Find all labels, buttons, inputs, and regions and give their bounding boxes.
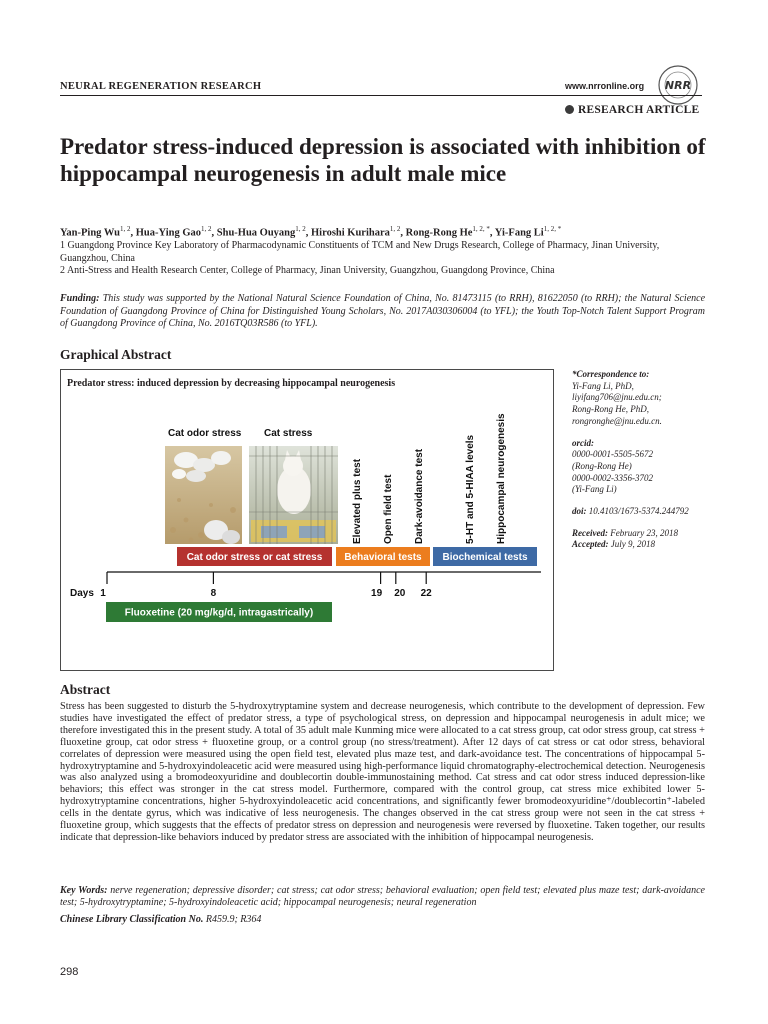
timeline-tick-label: 20 (394, 588, 406, 599)
correspondence-email-2[interactable]: rongronghe@jnu.edu.cn. (572, 415, 662, 426)
treatment-bar (106, 602, 332, 622)
graphical-abstract-figure (60, 369, 554, 671)
author-separator: , (130, 227, 136, 239)
author-list (60, 225, 710, 239)
keywords-text: nerve regeneration; depressive disorder; cat stress; cat odor stress; behavioral evaluation; open field test; elevated plus maze test; dark-avoidance test; 5-hydroxytryptamine; 5-hydroxyindoleacetic acid; hippocampal neurogenesis; neural regeneration (60, 885, 705, 908)
funding-text: This study was supported by the National Natural Science Foundation of China, No. 81473115 (to RRH), 81622050 (to RRH); the Natural Science Foundation of Guangdong Province of China for Distinguished Young Scholars, No. 2017A030306004 (to YFL); the Youth Top-Notch Talent Support Program of Guangdong Province of China, No. 2016TQ03R586 (to YFL). (60, 293, 706, 329)
article-type (565, 104, 699, 116)
timeline-tick-label: 19 (371, 588, 383, 599)
author-separator: , (489, 227, 495, 239)
article-title: Predator stress-induced depression is associated with inhibition of hippocampal neurogenesis in adult male mice (60, 134, 706, 186)
journal-name: NEURAL REGENERATION RESEARCH (60, 81, 262, 92)
sidebar (572, 369, 712, 551)
affiliation-1: 1 Guangdong Province Key Laboratory of Pharmacodynamic Constituents of TCM and New Drugs Research, College of Pharmacy, Jinan University, Guangzhou, China (60, 240, 660, 264)
abstract-heading: Abstract (60, 682, 111, 697)
timeline-tick-label: 1 (100, 588, 106, 599)
accepted-label: Accepted: (572, 539, 609, 550)
author-name: Yi-Fang Li (494, 227, 544, 239)
doi-label: doi: (572, 506, 587, 517)
accepted-date: July 9, 2018 (610, 539, 655, 550)
funding-label: Funding: (60, 293, 100, 304)
author-affiliation-marker: 1, 2 (201, 225, 212, 233)
label-open-field-test: Open field test (383, 474, 394, 544)
correspondence-label: *Correspondence to: (572, 369, 650, 379)
phase-bar-behavioral-label: Behavioral tests (344, 552, 422, 563)
bullet-icon (565, 105, 574, 114)
author-affiliation-marker: 1, 2, * (543, 225, 562, 233)
phase-bar-biochemical (433, 547, 537, 566)
received-date: February 23, 2018 (610, 527, 678, 538)
days-label: Days (70, 588, 94, 599)
journal-url-link[interactable]: www.nrronline.org (565, 81, 645, 91)
author-name: Shu-Hua Ouyang (216, 227, 296, 239)
author-separator: , (305, 227, 312, 239)
figure-title: Predator stress: induced depression by decreasing hippocampal neurogenesis (67, 378, 396, 389)
label-hippocampal-neurogenesis: Hippocampal neurogenesis (496, 413, 507, 544)
funding-statement (60, 293, 705, 331)
orcid-owner-1: (Rong-Rong He) (572, 460, 632, 471)
classification-label: Chinese Library Classification No. (60, 914, 204, 925)
logo-text: NRR (664, 79, 692, 92)
timeline-ticks (100, 572, 432, 599)
cat-odor-stress-photo (165, 446, 242, 544)
doi-value[interactable]: 10.4103/1673-5374.244792 (588, 506, 689, 517)
orcid-id-2[interactable]: 0000-0002-3356-3702 (572, 472, 653, 483)
correspondence-line-1: Yi-Fang Li, PhD, (572, 380, 634, 391)
author-name: Hiroshi Kurihara (311, 227, 390, 239)
author-separator: , (400, 227, 406, 239)
page-number: 298 (60, 966, 79, 978)
orcid-id-1[interactable]: 0000-0001-5505-5672 (572, 449, 653, 460)
author-name: Yan-Ping Wu (60, 227, 121, 239)
treatment-bar-label: Fluoxetine (20 mg/kg/d, intragastrically) (124, 607, 314, 619)
phase-bar-behavioral (336, 547, 430, 566)
received-label: Received: (572, 527, 608, 538)
label-dark-avoidance-test: Dark-avoidance test (414, 448, 425, 544)
graphical-abstract-diagram (61, 370, 555, 672)
cat-stress-photo (249, 446, 338, 544)
author-name: Rong-Rong He (405, 227, 473, 239)
journal-logo (657, 64, 699, 106)
label-elevated-plus-test: Elevated plus test (352, 458, 363, 544)
keywords (60, 885, 705, 909)
orcid-label: orcid: (572, 437, 594, 448)
author-affiliation-marker: 1, 2 (295, 225, 306, 233)
abstract-body: Stress has been suggested to disturb the 5-hydroxytryptamine system and decrease neurogenesis, which contribute to the development of depression. Few studies have investigated the effect of predator stress, a type of psychological stress, on depression and hippocampal neurogenesis in adult mice; we therefore investigated this in the present study. A total of 35 adult male Kunming mice were allocated to a cat stress group, cat odor stress group, cat stress + fluoxetine group, cat odor stress + fluoxetine group, or a control group (no stress/treatment). After 12 days of cat stress or cat odor stress, behavioral correlates of depression were measured using the open field test, elevated plus maze test, and dark-avoidance test. The concentrations of hippocampal 5-hydroxytryptamine and 5-hydroxyindoleacetic acid were measured using high-performance liquid chromatography-electrochemical detection. Neurogenesis was also analyzed using a bromodeoxyuridine and doublecortin double-immunostaining method. Cat stress and cat odor stress induced depression-like behaviors; this effect was stronger in the cat stress model. Furthermore, compared with the control group, cat stress mice exhibited lower 5-hydroxytryptamine concentrations, higher 5-hydroxyindoleacetic acid concentrations, and significantly fewer bromodeoxyuridine⁺/doublecortin⁺-labeled cells in the dentate gyrus, which was indicative of less neurogenesis. The changes observed in the cat stress group were not seen in the cat stress + fluoxetine group, which suggests that the effects of predator stress on depression and neurogenesis were reversed by fluoxetine. Taken together, our results indicate that depression-like behaviors induced by predator stress are associated with the inhibition of hippocampal neurogenesis. (60, 701, 705, 843)
author-affiliation-marker: 1, 2 (120, 225, 131, 233)
phase-bar-biochemical-label: Biochemical tests (442, 552, 528, 563)
photo-label-cat-odor: Cat odor stress (168, 428, 242, 439)
correspondence-email-1[interactable]: liyifang706@jnu.edu.cn; (572, 392, 662, 403)
phase-bar-stress-label: Cat odor stress or cat stress (186, 552, 323, 563)
author-affiliation-marker: 1, 2 (389, 225, 401, 233)
classification-text: R459.9; R364 (205, 914, 262, 925)
orcid-owner-2: (Yi-Fang Li) (572, 484, 617, 495)
author-name: Hua-Ying Gao (135, 227, 202, 239)
timeline-tick-label: 22 (420, 588, 432, 599)
author-separator: , (211, 227, 217, 239)
timeline-tick-label: 8 (210, 588, 217, 599)
keywords-label: Key Words: (60, 885, 108, 896)
label-5ht-5hiaa-levels: 5-HT and 5-HIAA levels (465, 434, 476, 544)
article-type-label: RESEARCH ARTICLE (578, 104, 700, 116)
phase-bar-stress (177, 547, 332, 566)
photo-label-cat-stress: Cat stress (264, 428, 313, 439)
affiliation-2: 2 Anti-Stress and Health Research Center, College of Pharmacy, Jinan University, Guangzhou, Guangdong Province, China (60, 265, 555, 276)
author-affiliation-marker: 1, 2, * (472, 225, 490, 233)
graphical-abstract-heading: Graphical Abstract (60, 347, 172, 362)
header-rule (60, 95, 702, 96)
classification (60, 914, 261, 925)
correspondence-line-3: Rong-Rong He, PhD, (572, 404, 649, 415)
